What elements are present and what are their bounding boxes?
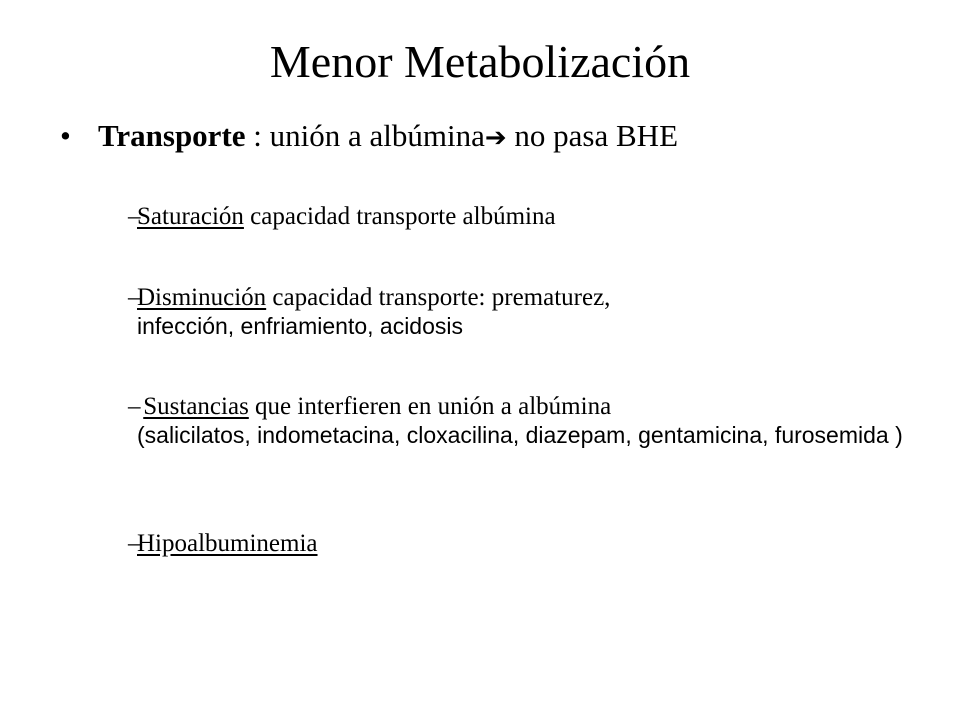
subitem-dash: – bbox=[128, 393, 141, 420]
arrow-right-icon: ➔ bbox=[484, 123, 507, 153]
subitem-keyword: Sustancias bbox=[143, 393, 249, 420]
subitem-text: capacidad transporte: prematurez, bbox=[266, 284, 611, 311]
bullet-label: Transporte bbox=[98, 118, 246, 153]
subitem-text: que interfieren en unión a albúmina bbox=[248, 393, 612, 420]
subitem-dash: – bbox=[128, 530, 141, 557]
subitem-keyword: Saturación bbox=[137, 203, 244, 230]
subitem-text: capacidad transporte albúmina bbox=[243, 203, 556, 230]
subitem-dash: – bbox=[128, 284, 141, 311]
subitem-keyword: Hipoalbuminemia bbox=[137, 530, 318, 557]
bullet-text-after-arrow: no pasa BHE bbox=[506, 118, 679, 153]
main-bullet bbox=[60, 114, 920, 160]
subitem-dash: – bbox=[128, 203, 141, 230]
subitem-keyword: Disminución bbox=[137, 284, 267, 311]
subitem-text-sans: (salicilatos, indometacina, cloxacilina, diazepam, gentamicina, furosemida ) bbox=[137, 422, 903, 448]
slide-title: Menor Metabolización bbox=[269, 36, 691, 87]
bullet-text-before-arrow: : unión a albúmina bbox=[245, 118, 485, 153]
bullet-marker: • bbox=[60, 118, 71, 153]
subitem-text-sans: infección, enfriamiento, acidosis bbox=[137, 313, 463, 339]
